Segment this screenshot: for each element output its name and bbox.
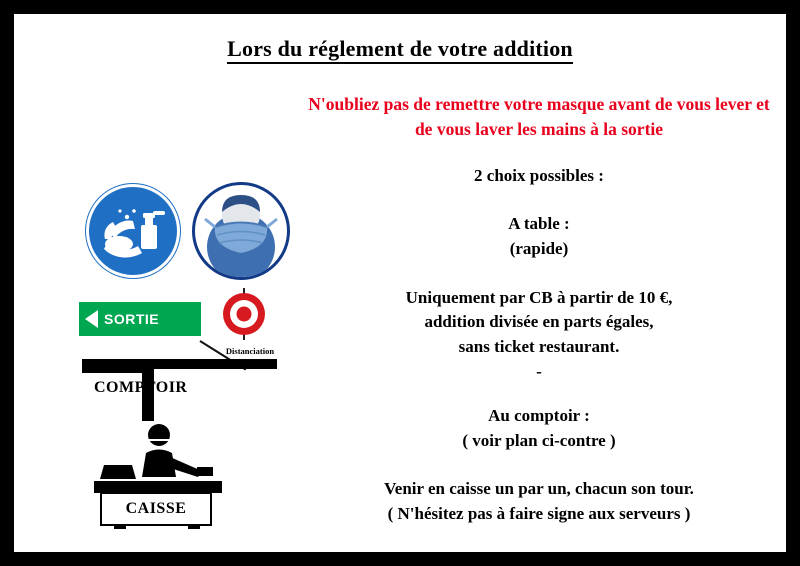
cash-desk-sign [100, 492, 212, 526]
page-title [14, 36, 786, 62]
option2-detail-line1: Venir en caisse un par un, chacun son tour. [384, 479, 694, 499]
page-title-text: Lors du réglement de votre addition [227, 36, 573, 64]
poster-sheet [14, 14, 786, 552]
option2-note: ( voir plan ci-contre ) [462, 430, 616, 450]
target-icon [222, 292, 266, 336]
option2-heading: Au comptoir : [488, 406, 590, 426]
instructions-column [299, 92, 779, 527]
option1-detail-line1: Uniquement par CB à partir de 10 €, [405, 287, 673, 307]
section-separator: - [536, 361, 542, 381]
pictogram-column [74, 174, 294, 544]
cash-desk-label: CAISSE [125, 500, 187, 517]
option2-detail-line2: ( N'hésitez pas à faire signe aux serveurs ) [387, 504, 691, 524]
option1-detail-line2: addition divisée en parts égales, [424, 312, 654, 332]
mask-warning-text: N'oubliez pas de remettre votre masque avant de vous lever et de vous laver les mains à la sortie [308, 94, 770, 139]
distancing-caption-line1: Distanciation [225, 346, 275, 356]
arrow-left-icon [85, 310, 98, 328]
counter-label: COMPTOIR [94, 379, 188, 396]
choices-intro: 2 choix possibles : [474, 165, 604, 185]
option1-note: (rapide) [509, 238, 569, 258]
option1-heading: A table : [508, 214, 570, 234]
option1-detail-line3: sans ticket restaurant. [458, 336, 620, 356]
exit-sign [79, 302, 201, 336]
face-mask-icon [192, 182, 290, 280]
hand-wash-icon [86, 184, 180, 278]
exit-sign-label: SORTIE [104, 311, 160, 327]
target-ring-inner [237, 307, 252, 322]
